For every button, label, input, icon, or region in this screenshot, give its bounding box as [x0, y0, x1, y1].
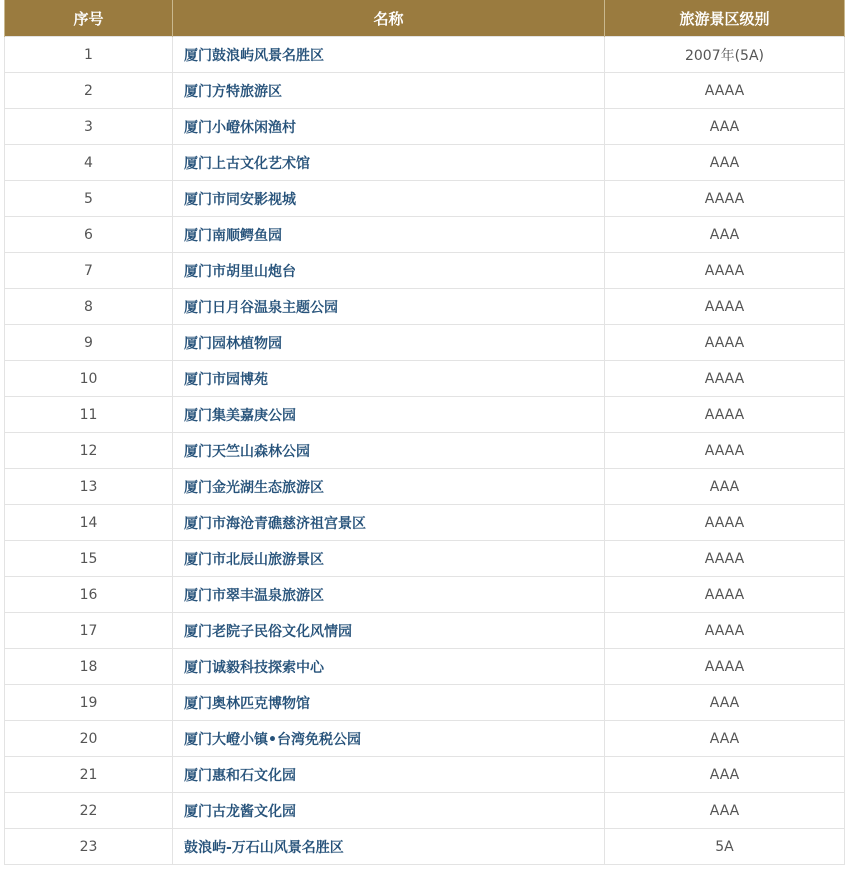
table-row: [5, 145, 845, 181]
scenic-area-name: 厦门市北辰山旅游景区: [173, 541, 605, 577]
scenic-area-grade: AAAA: [605, 577, 845, 613]
scenic-area-name: 鼓浪屿-万石山风景名胜区: [173, 829, 605, 865]
table-row: [5, 289, 845, 325]
scenic-area-grade: 2007年(5A): [605, 37, 845, 73]
table-row: [5, 433, 845, 469]
header-grade: 旅游景区级别: [605, 0, 845, 37]
scenic-area-grade: AAAA: [605, 649, 845, 685]
scenic-area-grade: AAA: [605, 685, 845, 721]
row-number: 21: [5, 757, 173, 793]
scenic-area-grade: AAAA: [605, 361, 845, 397]
scenic-area-name: 厦门奥林匹克博物馆: [173, 685, 605, 721]
row-number: 17: [5, 613, 173, 649]
scenic-area-name: 厦门市园博苑: [173, 361, 605, 397]
scenic-area-grade: AAAA: [605, 433, 845, 469]
row-number: 4: [5, 145, 173, 181]
scenic-area-grade: AAA: [605, 109, 845, 145]
scenic-area-table-container: [4, 0, 844, 865]
scenic-area-table: [4, 0, 845, 865]
scenic-area-grade: AAA: [605, 793, 845, 829]
row-number: 11: [5, 397, 173, 433]
header-name: 名称: [173, 0, 605, 37]
scenic-area-name: 厦门市同安影视城: [173, 181, 605, 217]
table-row: [5, 685, 845, 721]
row-number: 22: [5, 793, 173, 829]
table-row: [5, 541, 845, 577]
table-row: [5, 217, 845, 253]
scenic-area-name: 厦门惠和石文化园: [173, 757, 605, 793]
scenic-area-grade: AAAA: [605, 289, 845, 325]
row-number: 2: [5, 73, 173, 109]
table-row: [5, 397, 845, 433]
scenic-area-name: 厦门日月谷温泉主题公园: [173, 289, 605, 325]
row-number: 7: [5, 253, 173, 289]
scenic-area-name: 厦门上古文化艺术馆: [173, 145, 605, 181]
table-row: [5, 829, 845, 865]
scenic-area-name: 厦门市翠丰温泉旅游区: [173, 577, 605, 613]
scenic-area-grade: AAAA: [605, 73, 845, 109]
table-row: [5, 325, 845, 361]
scenic-area-grade: AAA: [605, 721, 845, 757]
scenic-area-name: 厦门园林植物园: [173, 325, 605, 361]
scenic-area-name: 厦门市海沧青礁慈济祖宫景区: [173, 505, 605, 541]
row-number: 6: [5, 217, 173, 253]
scenic-area-name: 厦门大嶝小镇•台湾免税公园: [173, 721, 605, 757]
row-number: 5: [5, 181, 173, 217]
scenic-area-grade: AAAA: [605, 397, 845, 433]
table-row: [5, 181, 845, 217]
table-row: [5, 253, 845, 289]
row-number: 8: [5, 289, 173, 325]
header-row: [5, 0, 845, 37]
scenic-area-grade: AAAA: [605, 253, 845, 289]
table-header: [5, 0, 845, 37]
scenic-area-name: 厦门诚毅科技探索中心: [173, 649, 605, 685]
scenic-area-name: 厦门天竺山森林公园: [173, 433, 605, 469]
table-body: [5, 37, 845, 865]
scenic-area-name: 厦门方特旅游区: [173, 73, 605, 109]
table-row: [5, 469, 845, 505]
scenic-area-grade: AAAA: [605, 325, 845, 361]
row-number: 10: [5, 361, 173, 397]
scenic-area-name: 厦门南顺鳄鱼园: [173, 217, 605, 253]
scenic-area-name: 厦门市胡里山炮台: [173, 253, 605, 289]
scenic-area-grade: AAAA: [605, 181, 845, 217]
row-number: 20: [5, 721, 173, 757]
scenic-area-grade: AAA: [605, 145, 845, 181]
scenic-area-name: 厦门鼓浪屿风景名胜区: [173, 37, 605, 73]
header-number: 序号: [5, 0, 173, 37]
scenic-area-grade: AAA: [605, 757, 845, 793]
table-row: [5, 361, 845, 397]
row-number: 9: [5, 325, 173, 361]
table-row: [5, 37, 845, 73]
scenic-area-grade: AAAA: [605, 541, 845, 577]
row-number: 15: [5, 541, 173, 577]
scenic-area-name: 厦门小嶝休闲渔村: [173, 109, 605, 145]
scenic-area-name: 厦门金光湖生态旅游区: [173, 469, 605, 505]
scenic-area-grade: AAAA: [605, 505, 845, 541]
row-number: 23: [5, 829, 173, 865]
table-row: [5, 613, 845, 649]
row-number: 14: [5, 505, 173, 541]
table-row: [5, 73, 845, 109]
table-row: [5, 793, 845, 829]
table-row: [5, 505, 845, 541]
scenic-area-name: 厦门老院子民俗文化风情园: [173, 613, 605, 649]
scenic-area-grade: AAA: [605, 217, 845, 253]
table-row: [5, 109, 845, 145]
scenic-area-grade: 5A: [605, 829, 845, 865]
scenic-area-grade: AAA: [605, 469, 845, 505]
row-number: 1: [5, 37, 173, 73]
row-number: 16: [5, 577, 173, 613]
scenic-area-name: 厦门古龙酱文化园: [173, 793, 605, 829]
row-number: 13: [5, 469, 173, 505]
scenic-area-name: 厦门集美嘉庚公园: [173, 397, 605, 433]
scenic-area-grade: AAAA: [605, 613, 845, 649]
row-number: 18: [5, 649, 173, 685]
table-row: [5, 757, 845, 793]
row-number: 3: [5, 109, 173, 145]
table-row: [5, 577, 845, 613]
table-row: [5, 721, 845, 757]
row-number: 12: [5, 433, 173, 469]
table-row: [5, 649, 845, 685]
row-number: 19: [5, 685, 173, 721]
